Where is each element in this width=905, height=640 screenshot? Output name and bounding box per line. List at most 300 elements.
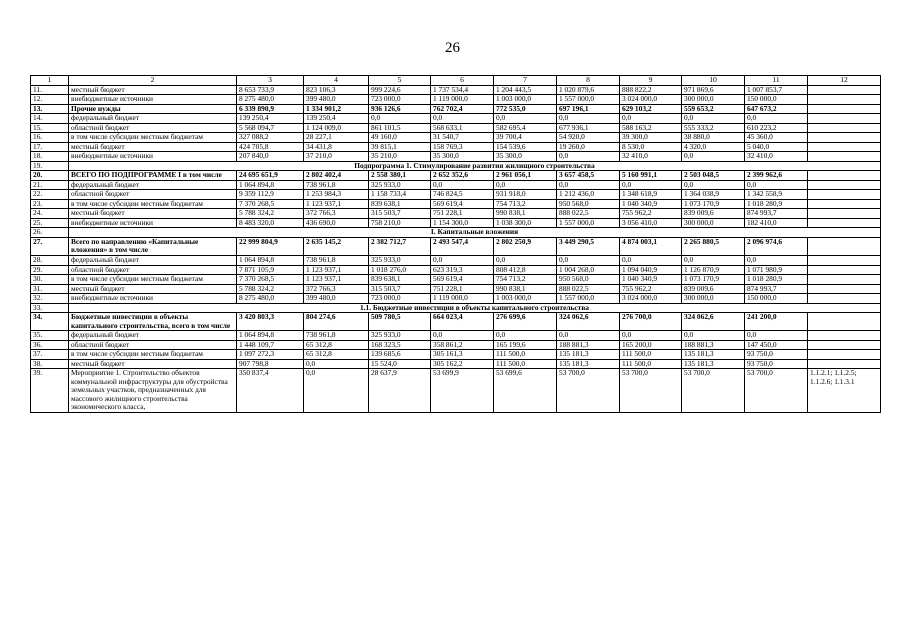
value-cell: 0,0 [682, 256, 745, 266]
section-title: Подпрограмма 1. Стимулирование развития жилищного строительства [69, 161, 881, 171]
value-cell: 324 062,6 [682, 313, 745, 331]
value-cell: 53 699,6 [494, 369, 557, 413]
value-cell: 610 223,2 [745, 123, 808, 133]
value-cell: 569 619,4 [431, 199, 494, 209]
value-cell: 207 840,0 [237, 152, 304, 162]
row-number: 35. [31, 331, 69, 341]
value-cell: 111 500,0 [620, 359, 682, 369]
table-row [31, 199, 881, 209]
value-cell: 165 200,0 [620, 340, 682, 350]
value-cell: 888 822,2 [620, 85, 682, 95]
target-code-cell: 1.1.2.1; 1.1.2.5; 1.1.2.6; 1.1.3.1 [808, 369, 881, 413]
value-cell: 350 837,4 [237, 369, 304, 413]
row-label: в том числе субсидии местным бюджетам [69, 199, 237, 209]
value-cell: 2 652 352,6 [431, 171, 494, 181]
column-header: 3 [237, 76, 304, 86]
value-cell: 762 702,4 [431, 104, 494, 114]
value-cell: 49 160,0 [369, 133, 431, 143]
value-cell: 629 103,2 [620, 104, 682, 114]
row-label: областной бюджет [69, 265, 237, 275]
value-cell: 325 933,0 [369, 180, 431, 190]
value-cell: 0,0 [745, 331, 808, 341]
value-cell: 0,0 [557, 180, 620, 190]
table-row [31, 265, 881, 275]
table-row [31, 190, 881, 200]
value-cell: 28 637,9 [369, 369, 431, 413]
value-cell: 147 450,0 [745, 340, 808, 350]
value-cell: 1 094 040,9 [620, 265, 682, 275]
value-cell: 723 000,0 [369, 294, 431, 304]
table-row [31, 142, 881, 152]
value-cell: 22 999 804,9 [237, 237, 304, 255]
value-cell: 931 918,0 [494, 190, 557, 200]
value-cell: 0,0 [431, 114, 494, 124]
table-row [31, 331, 881, 341]
value-cell: 1 064 894,8 [237, 180, 304, 190]
value-cell: 1 038 300,0 [494, 218, 557, 228]
value-cell: 3 056 410,0 [620, 218, 682, 228]
row-number: 20. [31, 171, 69, 181]
row-number: 22. [31, 190, 69, 200]
row-number: 16. [31, 133, 69, 143]
value-cell: 8 653 733,9 [237, 85, 304, 95]
value-cell: 990 838,1 [494, 209, 557, 219]
row-label: федеральный бюджет [69, 256, 237, 266]
value-cell: 32 410,0 [620, 152, 682, 162]
value-cell: 8 275 480,0 [237, 294, 304, 304]
row-label: областной бюджет [69, 340, 237, 350]
value-cell: 34 431,8 [304, 142, 369, 152]
value-cell: 3 449 290,5 [557, 237, 620, 255]
value-cell: 139 250,4 [304, 114, 369, 124]
value-cell: 111 500,0 [620, 350, 682, 360]
value-cell: 37 210,0 [304, 152, 369, 162]
target-code-cell [808, 237, 881, 255]
value-cell: 582 695,4 [494, 123, 557, 133]
value-cell: 324 062,6 [557, 313, 620, 331]
value-cell: 1 097 272,3 [237, 350, 304, 360]
row-number: 18. [31, 152, 69, 162]
table-row [31, 104, 881, 114]
target-code-cell [808, 199, 881, 209]
value-cell: 0,0 [494, 331, 557, 341]
row-label: местный бюджет [69, 142, 237, 152]
value-cell: 0,0 [682, 180, 745, 190]
row-label: Прочие нужды [69, 104, 237, 114]
value-cell: 372 766,3 [304, 284, 369, 294]
value-cell: 0,0 [431, 180, 494, 190]
row-number: 34. [31, 313, 69, 331]
value-cell: 2 096 974,6 [745, 237, 808, 255]
row-number: 39. [31, 369, 69, 413]
row-label: внебюджетные источники [69, 95, 237, 105]
value-cell: 188 881,3 [557, 340, 620, 350]
budget-table [30, 75, 881, 413]
row-label: Бюджетные инвестиции в объекты капитального строительства, всего в том числе [69, 313, 237, 331]
value-cell: 139 685,6 [369, 350, 431, 360]
value-cell: 325 933,0 [369, 256, 431, 266]
value-cell: 1 020 879,6 [557, 85, 620, 95]
value-cell: 38 880,0 [682, 133, 745, 143]
value-cell: 1 004 268,0 [557, 265, 620, 275]
target-code-cell [808, 350, 881, 360]
value-cell: 0,0 [557, 114, 620, 124]
value-cell: 2 503 048,5 [682, 171, 745, 181]
value-cell: 2 382 712,7 [369, 237, 431, 255]
table-row [31, 209, 881, 219]
value-cell: 808 412,8 [494, 265, 557, 275]
value-cell: 135 181,3 [557, 359, 620, 369]
value-cell: 276 699,6 [494, 313, 557, 331]
target-code-cell [808, 284, 881, 294]
row-number: 23. [31, 199, 69, 209]
value-cell: 738 961,8 [304, 256, 369, 266]
row-label: Мероприятие 1. Строительство объектов коммунальной инфраструктуры для обустройства земельных участков, предназначенных для массового жилищного строительства экономического класса, [69, 369, 237, 413]
value-cell: 1 073 170,9 [682, 275, 745, 285]
column-header: 6 [431, 76, 494, 86]
value-cell: 888 022,5 [557, 284, 620, 294]
value-cell: 1 448 109,7 [237, 340, 304, 350]
value-cell: 150 000,0 [745, 294, 808, 304]
value-cell: 6 339 890,9 [237, 104, 304, 114]
row-label: внебюджетные источники [69, 152, 237, 162]
value-cell: 372 766,3 [304, 209, 369, 219]
target-code-cell [808, 340, 881, 350]
value-cell: 0,0 [557, 152, 620, 162]
value-cell: 0,0 [620, 256, 682, 266]
row-number: 38. [31, 359, 69, 369]
value-cell: 990 838,1 [494, 284, 557, 294]
column-header: 4 [304, 76, 369, 86]
table-row [31, 152, 881, 162]
row-number: 29. [31, 265, 69, 275]
value-cell: 874 993,7 [745, 209, 808, 219]
row-label: местный бюджет [69, 209, 237, 219]
column-header: 2 [69, 76, 237, 86]
target-code-cell [808, 114, 881, 124]
value-cell: 424 705,8 [237, 142, 304, 152]
value-cell: 874 993,7 [745, 284, 808, 294]
target-code-cell [808, 142, 881, 152]
value-cell: 0,0 [431, 331, 494, 341]
value-cell: 950 568,0 [557, 199, 620, 209]
row-label: ВСЕГО ПО ПОДПРОГРАММЕ I в том числе [69, 171, 237, 181]
column-header: 9 [620, 76, 682, 86]
value-cell: 1 126 870,9 [682, 265, 745, 275]
page-number: 26 [445, 40, 460, 56]
row-label: местный бюджет [69, 359, 237, 369]
target-code-cell [808, 85, 881, 95]
value-cell: 5 788 324,2 [237, 209, 304, 219]
value-cell: 300 000,0 [682, 95, 745, 105]
value-cell: 93 750,0 [745, 350, 808, 360]
value-cell: 623 319,3 [431, 265, 494, 275]
value-cell: 1 348 618,9 [620, 190, 682, 200]
value-cell: 305 161,3 [431, 350, 494, 360]
section-title: 1.1. Бюджетные инвестиции в объекты капитального строительства [69, 303, 881, 313]
value-cell: 111 500,0 [494, 350, 557, 360]
value-cell: 0,0 [494, 180, 557, 190]
value-cell: 1 064 894,8 [237, 256, 304, 266]
row-label: областной бюджет [69, 123, 237, 133]
value-cell: 241 200,0 [745, 313, 808, 331]
row-label: областной бюджет [69, 190, 237, 200]
value-cell: 569 619,4 [431, 275, 494, 285]
value-cell: 999 224,6 [369, 85, 431, 95]
value-cell: 3 657 458,5 [557, 171, 620, 181]
row-number: 25. [31, 218, 69, 228]
value-cell: 0,0 [304, 359, 369, 369]
value-cell: 1 064 894,8 [237, 331, 304, 341]
table-row [31, 133, 881, 143]
value-cell: 31 540,7 [431, 133, 494, 143]
value-cell: 300 000,0 [682, 294, 745, 304]
value-cell: 1 212 436,0 [557, 190, 620, 200]
value-cell: 907 798,8 [237, 359, 304, 369]
value-cell: 35 300,0 [494, 152, 557, 162]
target-code-cell [808, 95, 881, 105]
value-cell: 168 323,5 [369, 340, 431, 350]
value-cell: 2 265 880,5 [682, 237, 745, 255]
row-label: в том числе субсидии местным бюджетам [69, 275, 237, 285]
value-cell: 772 535,0 [494, 104, 557, 114]
table-header-row [31, 76, 881, 86]
value-cell: 0,0 [620, 331, 682, 341]
target-code-cell [808, 256, 881, 266]
value-cell: 1 007 853,7 [745, 85, 808, 95]
column-header: 10 [682, 76, 745, 86]
value-cell: 839 638,1 [369, 275, 431, 285]
value-cell: 0,0 [745, 256, 808, 266]
value-cell: 509 780,5 [369, 313, 431, 331]
value-cell: 2 802 402,4 [304, 171, 369, 181]
row-label: федеральный бюджет [69, 180, 237, 190]
value-cell: 1 557 000,0 [557, 95, 620, 105]
column-header: 1 [31, 76, 69, 86]
value-cell: 0,0 [682, 331, 745, 341]
row-number: 12. [31, 95, 69, 105]
value-cell: 2 399 962,6 [745, 171, 808, 181]
table-row [31, 313, 881, 331]
table-row [31, 256, 881, 266]
value-cell: 0,0 [745, 180, 808, 190]
section-row [31, 161, 881, 171]
value-cell: 8 275 480,0 [237, 95, 304, 105]
row-number: 14. [31, 114, 69, 124]
value-cell: 315 503,7 [369, 209, 431, 219]
target-code-cell [808, 209, 881, 219]
value-cell: 7 370 268,5 [237, 275, 304, 285]
value-cell: 54 920,0 [557, 133, 620, 143]
target-code-cell [808, 313, 881, 331]
table-row [31, 95, 881, 105]
value-cell: 0,0 [431, 256, 494, 266]
value-cell: 0,0 [682, 114, 745, 124]
value-cell: 0,0 [682, 152, 745, 162]
target-code-cell [808, 180, 881, 190]
row-number: 15. [31, 123, 69, 133]
value-cell: 5 788 324,2 [237, 284, 304, 294]
row-number: 13. [31, 104, 69, 114]
value-cell: 276 700,0 [620, 313, 682, 331]
row-label: внебюджетные источники [69, 218, 237, 228]
value-cell: 39 815,1 [369, 142, 431, 152]
value-cell: 559 653,2 [682, 104, 745, 114]
value-cell: 823 106,3 [304, 85, 369, 95]
value-cell: 1 073 170,9 [682, 199, 745, 209]
table-row [31, 180, 881, 190]
target-code-cell [808, 265, 881, 275]
value-cell: 135 181,3 [682, 359, 745, 369]
row-number: 37. [31, 350, 69, 360]
value-cell: 3 420 803,3 [237, 313, 304, 331]
value-cell: 358 861,2 [431, 340, 494, 350]
value-cell: 1 040 340,9 [620, 275, 682, 285]
table-row [31, 85, 881, 95]
value-cell: 0,0 [494, 256, 557, 266]
section-title: I. Капитальные вложения [69, 228, 881, 238]
value-cell: 3 024 000,0 [620, 294, 682, 304]
row-number: 17. [31, 142, 69, 152]
value-cell: 755 962,2 [620, 209, 682, 219]
row-number: 11. [31, 85, 69, 95]
target-code-cell [808, 133, 881, 143]
value-cell: 1 123 937,1 [304, 265, 369, 275]
row-number: 28. [31, 256, 69, 266]
value-cell: 0,0 [494, 114, 557, 124]
value-cell: 0,0 [557, 331, 620, 341]
target-code-cell [808, 275, 881, 285]
value-cell: 1 154 300,0 [431, 218, 494, 228]
row-number: 30. [31, 275, 69, 285]
value-cell: 664 023,4 [431, 313, 494, 331]
value-cell: 697 196,1 [557, 104, 620, 114]
table-row [31, 123, 881, 133]
value-cell: 399 480,0 [304, 95, 369, 105]
value-cell: 1 557 000,0 [557, 294, 620, 304]
value-cell: 7 871 105,9 [237, 265, 304, 275]
value-cell: 139 250,4 [237, 114, 304, 124]
value-cell: 188 881,3 [682, 340, 745, 350]
value-cell: 19 260,0 [557, 142, 620, 152]
table-row [31, 350, 881, 360]
table-row [31, 340, 881, 350]
value-cell: 839 009,6 [682, 209, 745, 219]
section-row [31, 228, 881, 238]
target-code-cell [808, 104, 881, 114]
row-label: местный бюджет [69, 284, 237, 294]
row-number: 21. [31, 180, 69, 190]
column-header: 12 [808, 76, 881, 86]
value-cell: 39 300,0 [620, 133, 682, 143]
row-label: в том числе субсидии местным бюджетам [69, 133, 237, 143]
target-code-cell [808, 359, 881, 369]
value-cell: 0,0 [557, 256, 620, 266]
value-cell: 135 181,3 [557, 350, 620, 360]
value-cell: 2 558 380,1 [369, 171, 431, 181]
value-cell: 53 700,0 [682, 369, 745, 413]
value-cell: 35 210,0 [369, 152, 431, 162]
value-cell: 65 312,8 [304, 350, 369, 360]
value-cell: 677 936,1 [557, 123, 620, 133]
value-cell: 2 802 250,9 [494, 237, 557, 255]
value-cell: 555 333,2 [682, 123, 745, 133]
value-cell: 5 568 094,7 [237, 123, 304, 133]
value-cell: 647 673,2 [745, 104, 808, 114]
value-cell: 971 869,6 [682, 85, 745, 95]
value-cell: 24 695 651,9 [237, 171, 304, 181]
value-cell: 1 253 984,3 [304, 190, 369, 200]
value-cell: 1 119 000,0 [431, 95, 494, 105]
value-cell: 755 962,2 [620, 284, 682, 294]
target-code-cell [808, 190, 881, 200]
value-cell: 1 071 980,9 [745, 265, 808, 275]
value-cell: 723 000,0 [369, 95, 431, 105]
column-header: 5 [369, 76, 431, 86]
value-cell: 738 961,8 [304, 180, 369, 190]
table-row [31, 114, 881, 124]
value-cell: 0,0 [620, 114, 682, 124]
table-row [31, 284, 881, 294]
value-cell: 1 123 937,1 [304, 199, 369, 209]
table-row [31, 237, 881, 255]
value-cell: 2 493 547,4 [431, 237, 494, 255]
table-row [31, 359, 881, 369]
value-cell: 1 204 443,5 [494, 85, 557, 95]
row-label: федеральный бюджет [69, 114, 237, 124]
column-header: 11 [745, 76, 808, 86]
row-number: 31. [31, 284, 69, 294]
value-cell: 888 022,5 [557, 209, 620, 219]
value-cell: 1 018 280,9 [745, 199, 808, 209]
value-cell: 325 933,0 [369, 331, 431, 341]
value-cell: 315 503,7 [369, 284, 431, 294]
value-cell: 8 483 320,0 [237, 218, 304, 228]
value-cell: 4 320,0 [682, 142, 745, 152]
value-cell: 1 003 000,0 [494, 95, 557, 105]
column-header: 7 [494, 76, 557, 86]
value-cell: 738 961,8 [304, 331, 369, 341]
value-cell: 2 961 056,1 [494, 171, 557, 181]
value-cell: 1 342 558,9 [745, 190, 808, 200]
value-cell: 0,0 [369, 114, 431, 124]
value-cell: 1 040 340,9 [620, 199, 682, 209]
value-cell: 2 635 145,2 [304, 237, 369, 255]
value-cell: 1 124 009,0 [304, 123, 369, 133]
value-cell: 1 737 534,4 [431, 85, 494, 95]
value-cell: 28 227,1 [304, 133, 369, 143]
value-cell: 746 824,5 [431, 190, 494, 200]
value-cell: 327 088,2 [237, 133, 304, 143]
value-cell: 1 123 937,1 [304, 275, 369, 285]
value-cell: 751 228,1 [431, 284, 494, 294]
value-cell: 93 750,0 [745, 359, 808, 369]
value-cell: 53 700,0 [745, 369, 808, 413]
row-number: 19. [31, 161, 69, 171]
row-label: Всего по направлению «Капитальные вложения» в том числе [69, 237, 237, 255]
value-cell: 135 181,3 [682, 350, 745, 360]
table-row [31, 294, 881, 304]
row-number: 32. [31, 294, 69, 304]
value-cell: 1 364 038,9 [682, 190, 745, 200]
row-label: местный бюджет [69, 85, 237, 95]
value-cell: 9 359 112,9 [237, 190, 304, 200]
value-cell: 754 713,2 [494, 199, 557, 209]
target-code-cell [808, 218, 881, 228]
row-label: внебюджетные источники [69, 294, 237, 304]
value-cell: 568 633,1 [431, 123, 494, 133]
value-cell: 1 119 000,0 [431, 294, 494, 304]
